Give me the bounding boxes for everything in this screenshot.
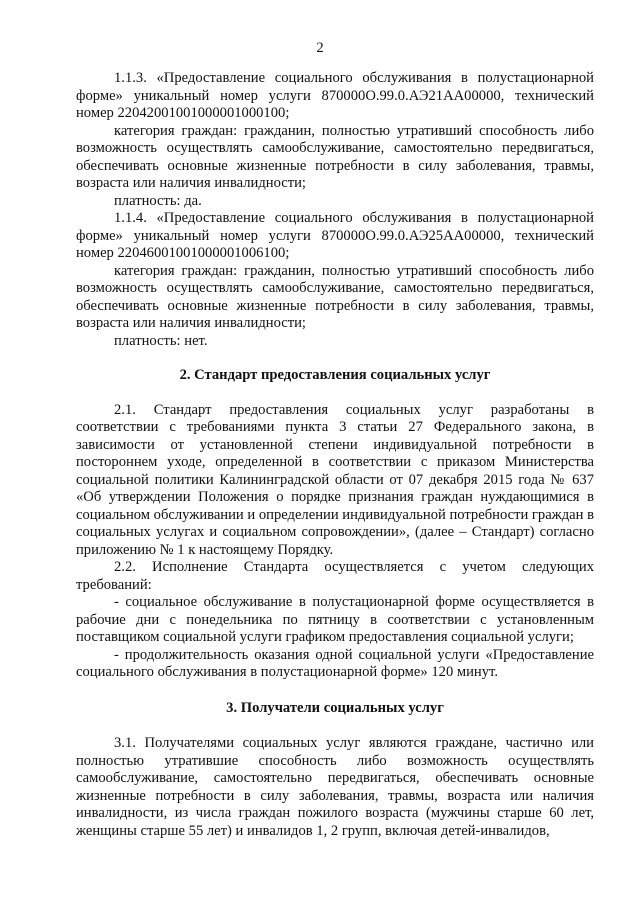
- spacer: [76, 717, 594, 735]
- paragraph-2-2: 2.2. Исполнение Стандарта осуществляется с учетом следующих требований:: [76, 559, 594, 593]
- document-body: [76, 70, 594, 840]
- paragraph-1-1-3-payment: платность: да.: [114, 192, 202, 209]
- requirement-2: - продолжительность оказания одной социальной услуги «Предоставление социального обслуживания в полустационарной форме» 120 минут.: [76, 646, 594, 680]
- spacer: [76, 350, 594, 367]
- paragraph-1-1-4-payment: платность: нет.: [114, 332, 208, 349]
- paragraph-1-1-4: 1.1.4. «Предоставление социального обслуживания в полустационарной форме» уникальный номер услуги 870000О.99.0.АЭ25АА00000, технический номер 22046001001000001006100;: [76, 210, 594, 261]
- section-3-heading: 3. Получатели социальных услуг: [226, 699, 444, 716]
- paragraph-1-1-3: 1.1.3. «Предоставление социального обслуживания в полустационарной форме» уникальный номер услуги 870000О.99.0.АЭ21АА00000, технический номер 22042001001000001000100;: [76, 70, 594, 121]
- paragraph-1-1-3-category: категория граждан: гражданин, полностью утративший способность либо возможность осуществлять самообслуживание, самостоятельно передвигаться, обеспечивать основные жизненные потребности в силу заболевания, травмы, возраста или наличия инвалидности;: [76, 122, 594, 191]
- section-2-heading: 2. Стандарт предоставления социальных услуг: [179, 367, 491, 383]
- spacer: [76, 682, 594, 700]
- paragraph-2-1: 2.1. Стандарт предоставления социальных услуг разработаны в соответствии с требованиями пункта 3 статьи 27 Федерального закона, в зависимости от установленной степени индивидуальной потребности в постороннем уходе, определенной в соответствии с приказом Министерства социальной политики Калининградской области от 07 декабря 2015 года № 637 «Об утверждении Положения о порядке признания граждан нуждающимися в социальном обслуживании и определении индивидуальной потребности граждан в социальных услугах и социальном сопровождении», (далее – Стандарт) согласно приложению № 1 к настоящему Порядку.: [76, 401, 595, 558]
- page-number: 2: [316, 40, 324, 56]
- paragraph-3-1: 3.1. Получателями социальных услуг являются граждане, частично или полностью утратившие способность либо возможность осуществлять самообслуживание, самостоятельно передвигаться, обеспечивать основные жизненные потребности в силу заболевания, травмы, возраста или наличия инвалидности, из числа граждан пожилого возраста (мужчины старше 60 лет, женщины старше 55 лет) и инвалидов 1, 2 групп, включая детей-инвалидов,: [76, 735, 594, 839]
- requirement-1: - социальное обслуживание в полустационарной форме осуществляется в рабочие дни с понедельника по пятницу в соответствии с установленным поставщиком социальной услуги графиком предоставления социальной услуги;: [76, 594, 594, 645]
- spacer: [76, 385, 594, 402]
- paragraph-1-1-4-category: категория граждан: гражданин, полностью утративший способность либо возможность осуществлять самообслуживание, самостоятельно передвигаться, обеспечивать основные жизненные потребности в силу заболевания, травмы, возраста или наличия инвалидности;: [76, 262, 594, 331]
